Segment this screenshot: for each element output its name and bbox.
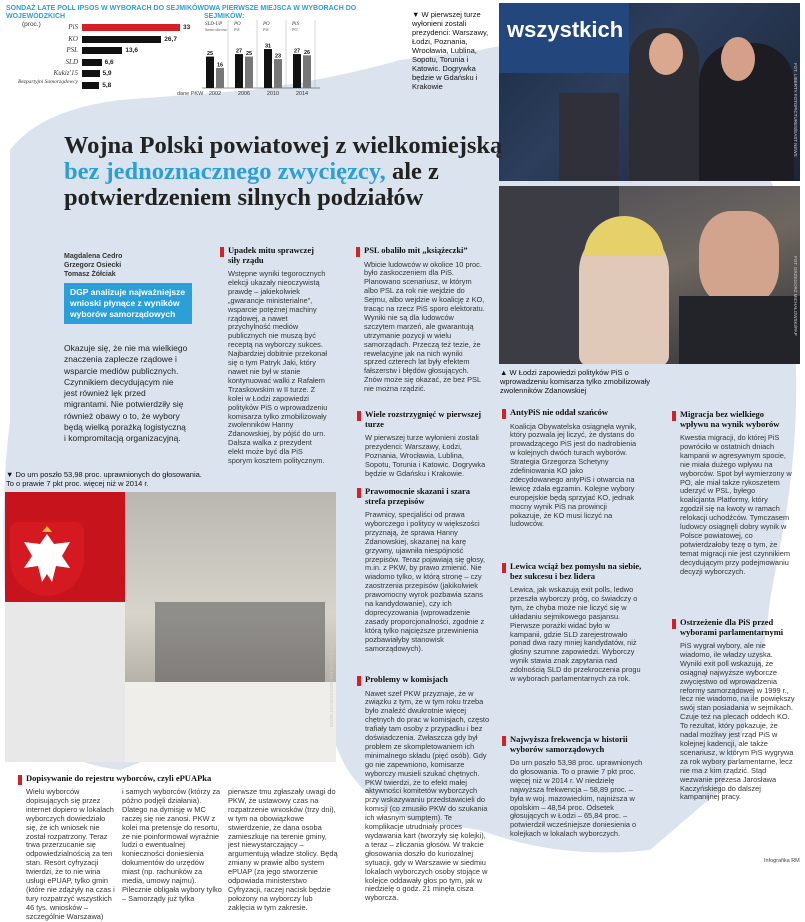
photo-mid	[499, 186, 800, 364]
section-body: PiS wygrał wybory, ale nie wiadomo, ile władzy uzyska. Wyniki exit poll wskazują, że osiągnął najwyższe wyborcze zwycięstwo od wprowadzenia reformy samorządowej w 1999 r., lecz nie wiadomo, na ile powiększy swój stan posiadania w sejmikach. Czuje też na plecach oddech KO. To rezultat, który pokazuje, że nadal możliwy jest rząd PiS w kolejnej kadencji, ale także scenariusz, w którym PiS wygrywa za rok wybory parlamentarne, lecz nie ma z kim rządzić. Stąd wezwanie prezesa Jarosława Kaczyńskiego do dalszej kampanijnej pracy.	[680, 641, 795, 802]
chart2-legend-top: PO	[234, 22, 241, 27]
red-flag-icon	[357, 411, 361, 421]
chart2-legend-top: PO	[263, 22, 270, 27]
red-flag-icon	[18, 775, 22, 785]
caption-arrow-icon: ▲	[500, 368, 508, 377]
chart1-value-label: 6,6	[104, 58, 114, 66]
section-prawomocnie	[365, 487, 491, 654]
banner-text: wszystkich	[507, 17, 624, 42]
chart2-bar	[245, 57, 253, 88]
chart1-category-label: KO	[68, 34, 78, 43]
bottom-col-3: pierwsze tmu zgłaszały uwagi do PKW, że ustawowy czas na rozpatrzenie wniosków (trzy dni), w tym na obowiązkowe stwierdzenie, że dana osoba zamieszkuje na terenie gminy, jest niewystarczający – argumentują władze stolicy. Będą zmiany w prawie albo system ePUAP (za jego stworzenie odpowiada ministerstwo Cyfryzacji, raczej nacisk będzie położony na wyborczy lub zaklęcia w tym zakresie.	[228, 787, 338, 912]
red-flag-icon	[672, 619, 676, 629]
chart2-legend-bottom: PO	[292, 27, 298, 32]
man-face	[699, 211, 779, 306]
chart1-bar	[82, 70, 100, 77]
person-face	[649, 33, 683, 75]
chart1-category-label: SLD	[65, 57, 78, 66]
chart1-value-label: 13,6	[125, 47, 139, 54]
photo-bottom	[5, 492, 336, 762]
section-ostrzezenie	[680, 618, 795, 802]
section-body: Kwestia migracji, do której PiS powróciło w ostatnich dniach kampanii w agresywnym spocie, nie miała dużego wpływu na wyborców. Spot był wymierzony w PO, ale miał także rykoszetem uderzyć w PSL, byłego koalicjanta Platformy, który zgodził się na kwoty w ramach relokacji uchodźców. Tymczasem ludowcy osiągnęli dobry wynik w Polsce powiatowej, co potwierdzałoby tezę o tym, że temat migracji nie jest czynnikiem decydującym przy podejmowaniu decyzji wyborczych.	[680, 433, 792, 576]
chart2-value-label: 16	[216, 62, 224, 69]
infographic-credit: Infografika RM	[764, 858, 800, 864]
red-flag-icon	[672, 411, 676, 421]
dgp-box: DGP analizuje najważniejsze wnioski płynące z wyników wyborów samorządowych	[64, 283, 192, 324]
chart2-value-label: 26	[303, 49, 311, 56]
polish-eagle-emblem	[10, 522, 84, 596]
chart2-bar	[216, 68, 224, 88]
section-body: Lewica, jak wskazują exit polls, ledwo przeszła wyborczy próg, co świadczy o tym, że chyba może nie liczyć się w układaniu sejmikowego pasjansu. Pierwsze porażki widać było w kampanii, gdzie SLD zarejestrowało ponad dwa razy mniej kandydatów, niż głośny szumne zapowiedzi. Wyborczy wynik stawia znak zapytania nad zdolnością SLD do przekroczenia progu w wyborach parlamentarnych za rok.	[510, 585, 641, 684]
section-body: Koalicja Obywatelska osiągnęła wynik, który pozwala jej liczyć, że dystans do prowadzącego PiS jest do nadrobienia w kolejnych dwóch turach wyborów. Strategia Grzegorza Schetyny zdefiniowania KO jako zdecydowanego antyPiS i otwarcia na lewicę zdała egzamin. Kolejne wybory europejskie będą sprzyjać KO, jednak mocny wynik PiS na prowincji pokazuje, że KO musi liczyć na ludowców.	[510, 421, 637, 529]
section-body: Nawet szef PKW przyznaje, że w związku z tym, że w tym roku trzeba było znaleźć dwukrotnie więcej chętnych do prac w komisjach, często trafiały tam osoby z przypadku i bez doświadczenia. Zwłaszcza gdy był problem ze skompletowaniem ich minimalnego składu (pięć osób). Gdy go nie zapewniono, komisarze wyborczy musieli szukać chętnych. PKW twierdzi, że to efekt małej aktywności komitetów wyborczych przy wskazywaniu przedstawicieli do komisji (co zmusiło PKW do szukania ich własnym sumptem). Te komplikacje utrudniały proces wydawania kart (tworzyły się kolejki), a teraz – zliczania głosów. W trakcie głosowania doszło do kuriozalnej sytuacji, gdy w Warszawie w siedmiu lokalach wyborczych osoby stojące w kolejce oddawały głos po tym, jak w niedzielę o godz. 21 minęła cisza wyborcza.	[365, 688, 490, 903]
ballot-table	[125, 682, 336, 762]
section-wiele	[365, 410, 490, 479]
section-frekwencja	[510, 735, 643, 839]
chart2-bar	[206, 57, 214, 88]
chart2-bar	[293, 54, 301, 88]
section-body: W pierwszej turze wyłonieni zostali prezydenci: Warszawy, Łodzi, Poznania, Wrocławia, Lublina, Sopotu, Torunia i Katowic. Dogrywka będzie w Gdańsku i Krakowie.	[365, 433, 486, 478]
chart2-year-label: 2006	[237, 91, 251, 97]
red-flag-icon	[502, 563, 506, 573]
photo-bottom-credit: FOT. ŁUKASZ KALINOWSKI/EAST NEWS	[329, 642, 334, 728]
chart2-legend-top: SLD-UP	[205, 22, 223, 27]
chart2-legend-bottom: PiS	[234, 27, 240, 32]
section-body: Wbicie ludowców w okolice 10 proc. było zaskoczeniem dla PiS. Planowano scenariusz, w którym albo PSL za rok nie wejdzie do Sejmu, albo wejdzie w koalicję z KO, tracąc na rzecz PiS sporo elektoratu. Wyniki nie są dla ludowców szczytem marzeń, ale gwarantują utrzymanie pozycji w wielu samorządach. Przeczą też tezie, że rewelacyjne jak na nich wyniki sprzed czterech lat były efektem fałszerstw i błędów głosujących. Znów może się okazać, że bez PSL nie można rządzić.	[364, 259, 485, 394]
caption-arrow-icon: ▼	[6, 470, 14, 479]
chart2-value-label: 23	[274, 53, 282, 60]
chart2-legend-bottom: PiS	[263, 27, 269, 32]
chart2-bar	[235, 54, 243, 88]
person-face-2	[721, 37, 755, 81]
chart1-unit: (proc.)	[22, 21, 41, 28]
chart1-value-label: 5,9	[102, 70, 112, 77]
section-title: Najwyższa frekwencja w historii wyborów samorządowych	[510, 734, 628, 754]
photo-top-credit: FOT. LIBERTY FOTOPICTURES/EAST NEWS	[793, 63, 798, 157]
section-title: Prawomocnie skazani i szara strefa przepisów	[365, 486, 471, 506]
chart1-source: dane PKW	[177, 91, 204, 97]
chart1-bar	[82, 59, 102, 66]
red-flag-icon	[502, 409, 506, 419]
chart1-bar	[82, 82, 99, 89]
authors: Magdalena Cedro Grzegorz Osiecki Tomasz Żółciak	[64, 253, 123, 278]
eagle-icon	[10, 522, 84, 596]
red-flag-icon	[356, 247, 360, 257]
chart2-legend-top: PiS	[292, 22, 299, 27]
section-body: Prawnicy, specjaliści od prawa wyborczego i politycy w większości przyznają, że sprawa Hanny Zdanowskiej, skazanej na karę grzywny, ujawniła niespójność przepisów. Teraz pojawiają się głosy, m.in. z PKW, by prawo zmienić. Nie wiadomo tylko, w którą stronę – czy zaostrzenia przepisów (jakikolwiek prawomocny wyrok pozbawia szans na kandydowanie), czy ich doprecyzowania (wprowadzenie zasady proporcjonalności, zgodnie z którą tylko najcięższe przewinienia pozbawiałyby stanowisk samorządowych).	[365, 510, 486, 653]
chart2-value-label: 27	[293, 48, 301, 55]
chart2-year-label: 2002	[208, 91, 222, 97]
chart2-bar	[274, 59, 282, 88]
section-title: Upadek mitu sprawczej siły rządu	[228, 245, 314, 265]
photo-top-caption: ▼ W pierwszej turze wyłonieni zostali prezydenci: Warszawy, Łodzi, Poznania, Wrocławia, Lublina, Sopotu, Torunia i Katowic. Dogrywka będzie w Gdańsku i Krakowie	[412, 10, 489, 91]
photo-mid-credit: FOT. GRZEGORZ MICHAŁOWSKI/PAP	[793, 256, 798, 336]
photo-bottom-caption: ▼ Do urn poszło 53,98 proc. uprawnionych do głosowania. To o prawie 7 pkt proc. więcej niż w 2014 r.	[6, 470, 202, 488]
chart1-bar	[82, 36, 161, 43]
chart1-category-label: Bezpartyjni Samorządowcy	[17, 78, 78, 85]
section-title: PSL obaliło mit „książeczki”	[364, 245, 468, 255]
chart2-value-label: 27	[235, 48, 243, 55]
red-flag-icon	[220, 247, 224, 257]
caption-arrow-icon: ▼	[412, 10, 420, 19]
section-body: Wstępne wyniki tegorocznych elekcji ukazały nieoczywistą prawdę – jakiekolwiek „gwarancje ministerialne”, wsparcie potężnej machiny rządowej, a nawet przychylność mediów publicznych nie muszą być receptą na wyborczy sukces. Najbardziej dobitnie przekonał się o tym Patryk Jaki, który nawet nie był w stanie kontynuować walki z Rafałem Trzaskowskim w II turze. Z kolei w Łodzi zapowiedzi polityków PiS o wprowadzeniu komisarza tylko zmobilizowały zwolenników Hanny Zdanowskiej, by pójść do urn. Dalsza walka z prezydent elekt może być dla PiS sporym kosztem politycznym.	[228, 269, 328, 466]
chart1-value-label: 26,7	[164, 35, 177, 43]
chart1-value-label: 5,8	[102, 81, 112, 89]
red-flag-icon	[502, 736, 506, 746]
chart1-value-label: 33	[183, 24, 191, 31]
section-title: Dopisywanie do rejestru wyborców, czyli ePUAPka	[26, 773, 212, 783]
section-body: Do urn poszło 53,98 proc. uprawnionych do głosowania. To o prawie 7 pkt proc. więcej niż w 2014 r. W niedzielę najwyższa frekwencja – 58,89 proc. – była w woj. mazowieckim, najniższa w opolskim – 48,54 proc. Odsetek głosujących w Łodzi – 65,84 proc. – potwierdził wcześniejsze doniesienia o kolejkach w lokalach wyborczych.	[510, 758, 643, 839]
bottom-col-1: Wielu wyborców dopisujących się przez internet dopiero w lokalach wyborczych dowiedziało się, że ich wniosek nie został rozpatrzony. Teraz trwa przerzucanie się odpowiedzialnością za ten stan. Resort cyfryzacji twierdzi, że to nie wina usługi ePUAP, tylko gmin (które nie zdążyły na czas i tury rozpatrzyć wszystkich 46 tys. wniosków – szczególnie Warszawa)	[26, 787, 115, 921]
section-lewica	[510, 562, 643, 684]
section-title: Problemy w komisjach	[365, 674, 448, 684]
section-problemy	[365, 675, 490, 903]
headline: Wojna Polski powiatowej z wielkomiejską bez jednoznacznego zwycięzcy, ale z potwierdzeniem silnych podziałów	[64, 132, 503, 211]
chart1-category-label: PSL	[66, 46, 78, 54]
chart1-bar	[82, 24, 180, 31]
photo-top	[499, 3, 800, 181]
red-flag-icon	[357, 676, 361, 686]
section-migracja	[680, 410, 792, 577]
section-title: Wiele rozstrzygnięć w pierwszej turze	[365, 409, 482, 429]
chart2-bar	[264, 49, 272, 88]
chart1-category-label: PiS	[68, 23, 78, 31]
chart2-year-label: 2014	[295, 91, 309, 97]
chart2-value-label: 25	[245, 51, 253, 58]
section-epuap	[26, 774, 346, 784]
section-title: AntyPiS nie oddał szańców	[510, 407, 608, 417]
section-title: Ostrzeżenie dla PiS przed wyborami parlamentarnymi	[680, 617, 784, 637]
chart1-bar	[82, 47, 122, 54]
chart1-category-label: Kukiz'15	[53, 69, 78, 77]
section-title: Migracja bez wielkiego wpływu na wynik wyborów	[680, 409, 780, 429]
chart2-title: DWA PIERWSZE MIEJSCA W WYBORACH DO SEJMIKÓW:	[204, 5, 357, 20]
section-psl	[364, 246, 486, 394]
photo-mid-caption: ▲ W Łodzi zapowiedzi polityków PiS o wprowadzeniu komisarza tylko zmobilizowały zwolenników Zdanowskiej	[500, 368, 651, 395]
section-antypis	[510, 408, 638, 529]
chart2-year-label: 2010	[266, 91, 280, 97]
section-upadek	[228, 246, 328, 466]
chart2-bar	[303, 55, 311, 88]
lead-text: Okazuje się, że nie ma wielkiego znaczenia zaplecze rządowe i wsparcie mediów publicznych. Czynnikiem decydującym nie jest również lęk przed migrantami. Nie potwierdziły się również obawy o to, że wybory będą wielką porażką logistyczną i kompromitacją organizacyjną.	[64, 343, 188, 444]
red-flag-icon	[357, 488, 361, 498]
chart1-title: SONDAŻ LATE POLL IPSOS W WYBORACH DO SEJMIKÓW WOJEWÓDZKICH	[6, 5, 205, 20]
chart2-value-label: 31	[264, 43, 272, 50]
chart2-value-label: 25	[206, 51, 214, 58]
chart2-legend-bottom: Samo-obrona	[205, 27, 227, 32]
section-title: Lewica wciąż bez pomysłu na siebie, bez sukcesu i bez lidera	[510, 561, 642, 581]
chart2-bars	[202, 20, 322, 100]
bottom-col-2: i samych wyborców (którzy za późno podjęli działania). Dlatego na dymisję w MC raczej się nie zanosi. PKW z kolei ma pretensje do resortu, że nie poinformował wyraźnie ludzi o ewentualnej konieczności doniesienia dokumentów do urzędów miast (np. rachunków za media, umowy najmu). Pilecznie obligała wybory tylko – Samorządy już tylka	[122, 787, 222, 903]
